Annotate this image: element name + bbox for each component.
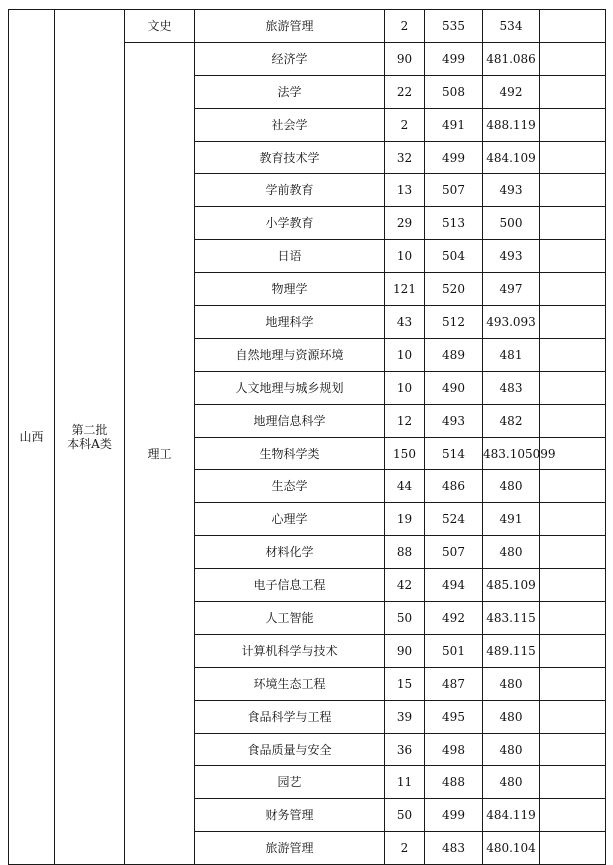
note-cell [540, 503, 606, 536]
max-score-cell: 524 [425, 503, 483, 536]
plan-count-cell: 10 [385, 240, 425, 273]
major-cell: 旅游管理 [195, 832, 385, 865]
major-cell: 日语 [195, 240, 385, 273]
plan-count-cell: 10 [385, 338, 425, 371]
major-cell: 生物科学类 [195, 437, 385, 470]
max-score-cell: 520 [425, 273, 483, 306]
province-cell: 山西 [9, 10, 55, 865]
major-cell: 人工智能 [195, 602, 385, 635]
max-score-cell: 507 [425, 174, 483, 207]
max-score-cell: 488 [425, 766, 483, 799]
major-cell: 材料化学 [195, 536, 385, 569]
major-cell: 经济学 [195, 42, 385, 75]
max-score-cell: 483 [425, 832, 483, 865]
min-score-cell: 481.086 [483, 42, 540, 75]
max-score-cell: 490 [425, 371, 483, 404]
plan-count-cell: 150 [385, 437, 425, 470]
note-cell [540, 75, 606, 108]
note-cell [540, 569, 606, 602]
note-cell [540, 10, 606, 43]
max-score-cell: 504 [425, 240, 483, 273]
major-cell: 计算机科学与技术 [195, 634, 385, 667]
min-score-cell: 480 [483, 733, 540, 766]
max-score-cell: 486 [425, 470, 483, 503]
major-cell: 环境生态工程 [195, 667, 385, 700]
plan-count-cell: 2 [385, 832, 425, 865]
min-score-cell: 483.105099 [483, 437, 540, 470]
note-cell [540, 766, 606, 799]
plan-count-cell: 121 [385, 273, 425, 306]
major-cell: 教育技术学 [195, 141, 385, 174]
note-cell [540, 667, 606, 700]
min-score-cell: 484.119 [483, 799, 540, 832]
category-cell-arts: 文史 [125, 10, 195, 43]
max-score-cell: 499 [425, 141, 483, 174]
min-score-cell: 493 [483, 174, 540, 207]
note-cell [540, 371, 606, 404]
table-body [9, 10, 606, 865]
note-cell [540, 174, 606, 207]
max-score-cell: 512 [425, 306, 483, 339]
plan-count-cell: 90 [385, 42, 425, 75]
max-score-cell: 489 [425, 338, 483, 371]
min-score-cell: 480 [483, 766, 540, 799]
max-score-cell: 494 [425, 569, 483, 602]
batch-line: 本科A类 [67, 437, 112, 452]
max-score-cell: 535 [425, 10, 483, 43]
min-score-cell: 497 [483, 273, 540, 306]
max-score-cell: 513 [425, 207, 483, 240]
max-score-cell: 514 [425, 437, 483, 470]
plan-count-cell: 22 [385, 75, 425, 108]
min-score-cell: 491 [483, 503, 540, 536]
min-score-cell: 480 [483, 700, 540, 733]
major-cell: 人文地理与城乡规划 [195, 371, 385, 404]
plan-count-cell: 88 [385, 536, 425, 569]
min-score-cell: 483.115 [483, 602, 540, 635]
note-cell [540, 799, 606, 832]
major-cell: 心理学 [195, 503, 385, 536]
major-cell: 地理科学 [195, 306, 385, 339]
major-cell: 生态学 [195, 470, 385, 503]
max-score-cell: 495 [425, 700, 483, 733]
min-score-cell: 480.104 [483, 832, 540, 865]
min-score-cell: 500 [483, 207, 540, 240]
note-cell [540, 141, 606, 174]
note-cell [540, 700, 606, 733]
plan-count-cell: 15 [385, 667, 425, 700]
note-cell [540, 634, 606, 667]
note-cell [540, 338, 606, 371]
note-cell [540, 273, 606, 306]
plan-count-cell: 19 [385, 503, 425, 536]
category-cell-science: 理工 [125, 42, 195, 864]
major-cell: 财务管理 [195, 799, 385, 832]
note-cell [540, 42, 606, 75]
major-cell: 法学 [195, 75, 385, 108]
note-cell [540, 207, 606, 240]
major-cell: 自然地理与资源环境 [195, 338, 385, 371]
plan-count-cell: 12 [385, 404, 425, 437]
plan-count-cell: 29 [385, 207, 425, 240]
min-score-cell: 482 [483, 404, 540, 437]
min-score-cell: 489.115 [483, 634, 540, 667]
min-score-cell: 480 [483, 667, 540, 700]
major-cell: 食品质量与安全 [195, 733, 385, 766]
major-cell: 小学教育 [195, 207, 385, 240]
major-cell: 学前教育 [195, 174, 385, 207]
max-score-cell: 491 [425, 108, 483, 141]
note-cell [540, 733, 606, 766]
min-score-cell: 493 [483, 240, 540, 273]
min-score-cell: 480 [483, 536, 540, 569]
plan-count-cell: 32 [385, 141, 425, 174]
batch-cell [55, 10, 125, 865]
note-cell [540, 536, 606, 569]
min-score-cell: 484.109 [483, 141, 540, 174]
major-cell: 食品科学与工程 [195, 700, 385, 733]
plan-count-cell: 50 [385, 602, 425, 635]
note-cell [540, 306, 606, 339]
max-score-cell: 499 [425, 42, 483, 75]
plan-count-cell: 43 [385, 306, 425, 339]
max-score-cell: 508 [425, 75, 483, 108]
max-score-cell: 507 [425, 536, 483, 569]
min-score-cell: 483 [483, 371, 540, 404]
plan-count-cell: 10 [385, 371, 425, 404]
plan-count-cell: 13 [385, 174, 425, 207]
plan-count-cell: 2 [385, 10, 425, 43]
note-cell [540, 602, 606, 635]
plan-count-cell: 42 [385, 569, 425, 602]
note-cell [540, 832, 606, 865]
plan-count-cell: 36 [385, 733, 425, 766]
major-cell: 地理信息科学 [195, 404, 385, 437]
plan-count-cell: 11 [385, 766, 425, 799]
max-score-cell: 487 [425, 667, 483, 700]
min-score-cell: 481 [483, 338, 540, 371]
plan-count-cell: 2 [385, 108, 425, 141]
batch-line: 第二批 [71, 423, 108, 438]
min-score-cell: 488.119 [483, 108, 540, 141]
min-score-cell: 534 [483, 10, 540, 43]
admission-score-table [8, 9, 606, 865]
plan-count-cell: 90 [385, 634, 425, 667]
plan-count-cell: 50 [385, 799, 425, 832]
min-score-cell: 480 [483, 470, 540, 503]
max-score-cell: 501 [425, 634, 483, 667]
max-score-cell: 492 [425, 602, 483, 635]
min-score-cell: 492 [483, 75, 540, 108]
major-cell: 物理学 [195, 273, 385, 306]
note-cell [540, 470, 606, 503]
major-cell: 园艺 [195, 766, 385, 799]
major-cell: 电子信息工程 [195, 569, 385, 602]
max-score-cell: 498 [425, 733, 483, 766]
note-cell [540, 240, 606, 273]
table-row [9, 10, 606, 43]
note-cell [540, 108, 606, 141]
plan-count-cell: 44 [385, 470, 425, 503]
major-cell: 社会学 [195, 108, 385, 141]
major-cell: 旅游管理 [195, 10, 385, 43]
min-score-cell: 485.109 [483, 569, 540, 602]
max-score-cell: 499 [425, 799, 483, 832]
max-score-cell: 493 [425, 404, 483, 437]
plan-count-cell: 39 [385, 700, 425, 733]
min-score-cell: 493.093 [483, 306, 540, 339]
note-cell [540, 404, 606, 437]
